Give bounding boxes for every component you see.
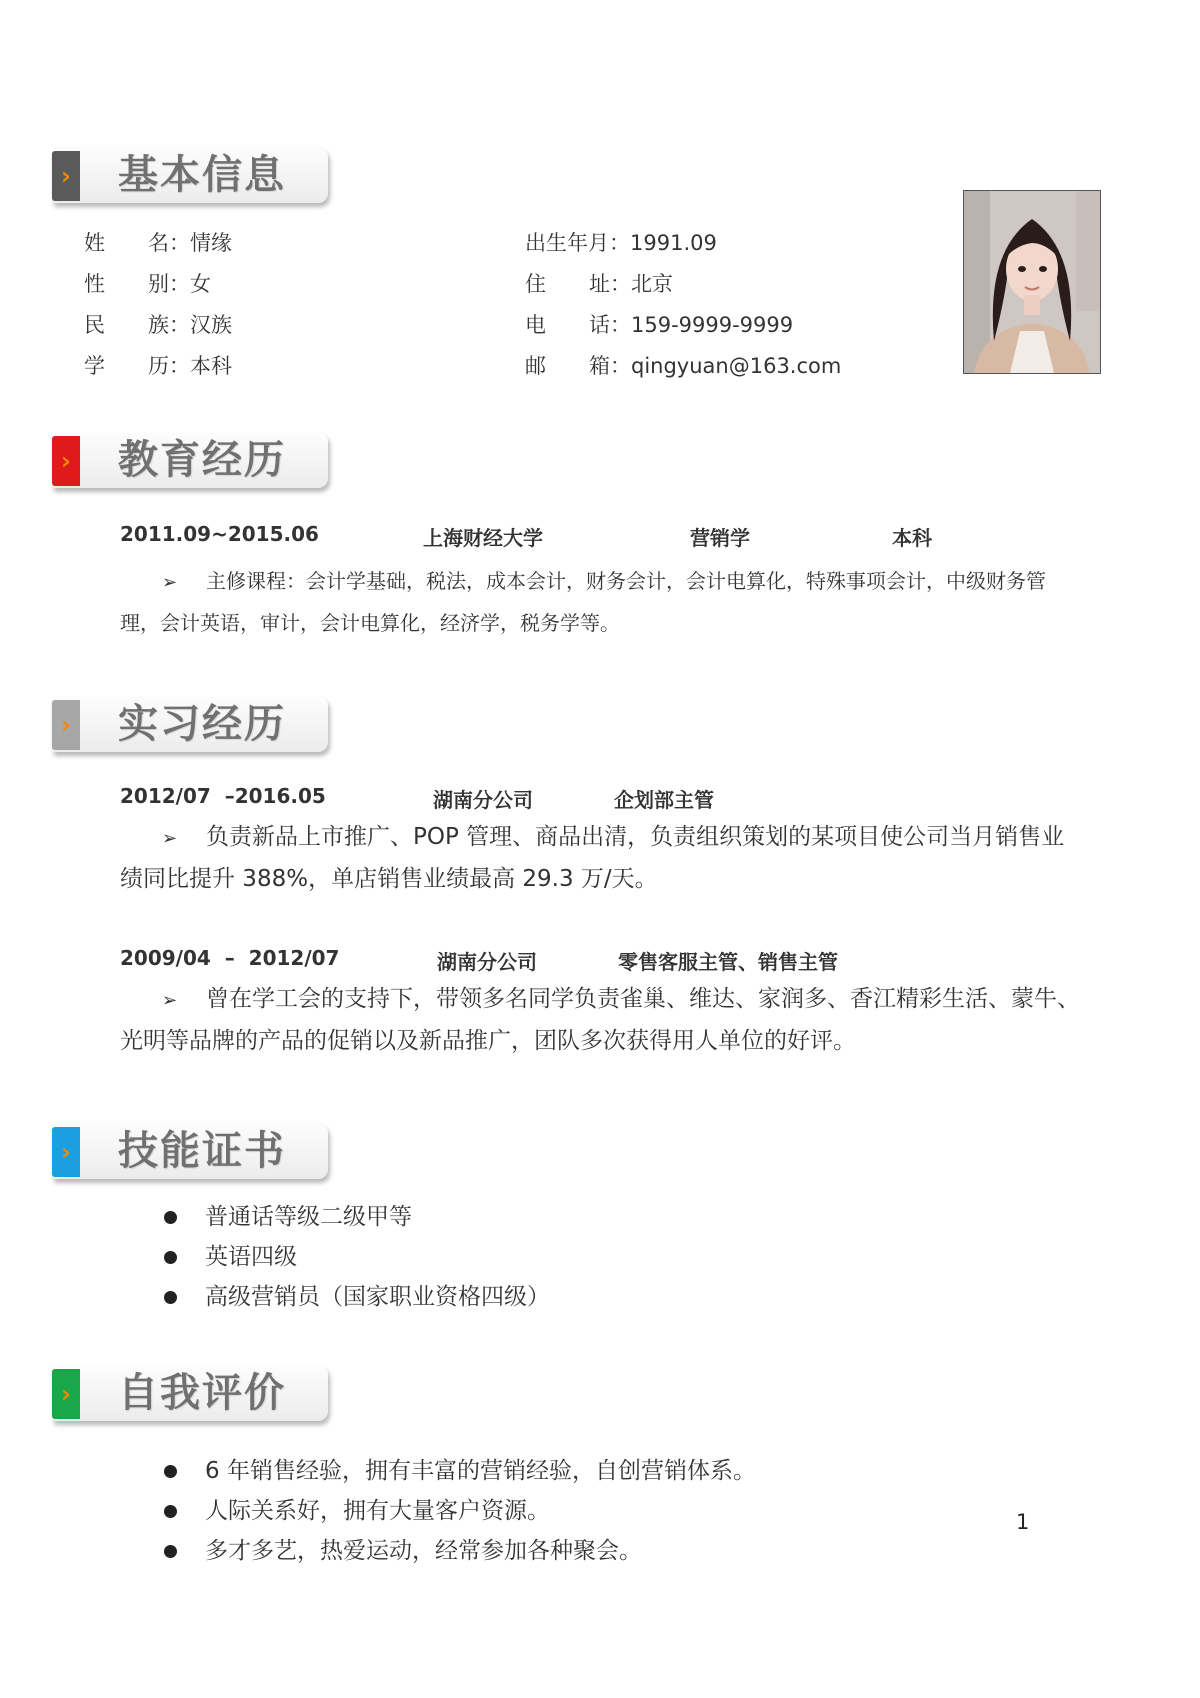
list-item <box>163 1197 550 1237</box>
text-line <box>120 817 1120 859</box>
internship-description <box>120 979 1120 1062</box>
evaluation-text: 多才多艺，热爱运动，经常参加各种聚会。 <box>205 1538 642 1564</box>
section-tab <box>52 151 80 201</box>
section-tab <box>52 1127 80 1177</box>
info-value: 汉族 <box>190 313 232 337</box>
internship-company: 湖南分公司 <box>437 950 537 974</box>
section-title: 技能证书 <box>118 1128 286 1174</box>
info-education <box>84 351 232 381</box>
info-label-char: 名： <box>148 231 190 255</box>
section-header-self-evaluation <box>52 1365 328 1423</box>
section-header-internship <box>52 696 328 754</box>
arrow-bullet-icon: ➢ <box>162 828 178 849</box>
info-label-char: 话： <box>589 313 631 337</box>
chevron-right-icon: › <box>61 447 71 475</box>
text-line: 绩同比提升 388%，单店销售业绩最高 29.3 万/天。 <box>120 866 658 892</box>
info-name <box>84 228 232 258</box>
info-label-char: 箱： <box>589 354 631 378</box>
info-value: 159-9999-9999 <box>631 313 794 337</box>
bullet-dot-icon <box>164 1251 177 1264</box>
skill-text: 高级营销员（国家职业资格四级） <box>205 1284 550 1310</box>
profile-photo <box>963 190 1101 374</box>
education-major: 营销学 <box>690 526 750 550</box>
info-email <box>525 351 841 381</box>
chevron-right-icon: › <box>61 711 71 739</box>
bullet-dot-icon <box>164 1465 177 1478</box>
education-courses <box>120 561 1120 644</box>
info-phone <box>525 310 793 340</box>
evaluation-text: 6 年销售经验，拥有丰富的营销经验，自创营销体系。 <box>205 1458 756 1484</box>
education-period: 2011.09~2015.06 <box>120 522 319 546</box>
internship-role: 零售客服主管、销售主管 <box>618 950 838 974</box>
info-label-char: 别： <box>148 272 190 296</box>
text-line <box>120 561 1120 603</box>
section-title: 教育经历 <box>118 437 286 483</box>
section-title: 自我评价 <box>118 1370 286 1416</box>
section-header-skills <box>52 1123 328 1181</box>
info-label-char: 学 <box>84 354 105 378</box>
info-value: 北京 <box>631 272 673 296</box>
info-label-char: 性 <box>84 272 105 296</box>
skills-list <box>163 1197 550 1317</box>
info-label-char: 电 <box>525 313 546 337</box>
skill-text: 英语四级 <box>205 1244 297 1270</box>
text-line <box>120 979 1120 1021</box>
chevron-right-icon: › <box>61 162 71 190</box>
list-item <box>163 1237 550 1277</box>
list-item <box>163 1491 756 1531</box>
list-item <box>163 1531 756 1571</box>
self-evaluation-list <box>163 1451 756 1571</box>
section-tab <box>52 1369 80 1419</box>
info-address <box>525 269 673 299</box>
section-tab <box>52 700 80 750</box>
description-line-1: 曾在学工会的支持下，带领多名同学负责雀巢、维达、家润多、香江精彩生活、蒙牛、 <box>206 986 1080 1012</box>
section-title: 实习经历 <box>118 701 286 747</box>
education-degree: 本科 <box>892 526 932 550</box>
internship-period: 2009/04 – 2012/07 <box>120 946 340 970</box>
info-value: qingyuan@163.com <box>631 354 842 378</box>
text-line: 光明等品牌的产品的促销以及新品推广，团队多次获得用人单位的好评。 <box>120 1028 856 1054</box>
bullet-dot-icon <box>164 1211 177 1224</box>
internship-company: 湖南分公司 <box>433 788 533 812</box>
arrow-bullet-icon: ➢ <box>162 990 178 1011</box>
portrait-illustration <box>964 191 1100 373</box>
bullet-dot-icon <box>164 1291 177 1304</box>
page-number: 1 <box>1016 1510 1030 1534</box>
evaluation-text: 人际关系好，拥有大量客户资源。 <box>205 1498 550 1524</box>
info-label-char: 邮 <box>525 354 546 378</box>
internship-period: 2012/07 –2016.05 <box>120 784 326 808</box>
arrow-bullet-icon: ➢ <box>162 572 178 593</box>
bullet-dot-icon <box>164 1545 177 1558</box>
info-value: 女 <box>190 272 211 296</box>
info-label-char: 族： <box>148 313 190 337</box>
info-value: 1991.09 <box>630 231 717 255</box>
info-label: 出生年月： <box>525 231 630 255</box>
info-value: 本科 <box>190 354 232 378</box>
info-value: 情缘 <box>190 231 232 255</box>
description-line-1: 负责新品上市推广、POP 管理、商品出清，负责组织策划的某项目使公司当月销售业 <box>206 824 1065 850</box>
info-label-char: 历： <box>148 354 190 378</box>
internship-role: 企划部主管 <box>614 788 714 812</box>
list-item <box>163 1451 756 1491</box>
info-label-char: 址： <box>589 272 631 296</box>
bullet-dot-icon <box>164 1505 177 1518</box>
info-birth <box>525 228 717 258</box>
section-tab <box>52 436 80 486</box>
info-label-char: 住 <box>525 272 546 296</box>
chevron-right-icon: › <box>61 1380 71 1408</box>
info-ethnicity <box>84 310 232 340</box>
education-school: 上海财经大学 <box>423 526 543 550</box>
internship-description <box>120 817 1120 900</box>
info-gender <box>84 269 211 299</box>
info-label-char: 民 <box>84 313 105 337</box>
section-title: 基本信息 <box>118 152 286 198</box>
skill-text: 普通话等级二级甲等 <box>205 1204 412 1230</box>
section-header-education <box>52 432 328 490</box>
list-item <box>163 1277 550 1317</box>
chevron-right-icon: › <box>61 1138 71 1166</box>
courses-line-1: 主修课程：会计学基础，税法，成本会计，财务会计，会计电算化，特殊事项会计，中级财务管 <box>206 569 1046 593</box>
info-label-char: 姓 <box>84 231 105 255</box>
text-line: 理，会计英语，审计，会计电算化，经济学，税务学等。 <box>120 611 620 635</box>
section-header-basic-info <box>52 147 328 205</box>
